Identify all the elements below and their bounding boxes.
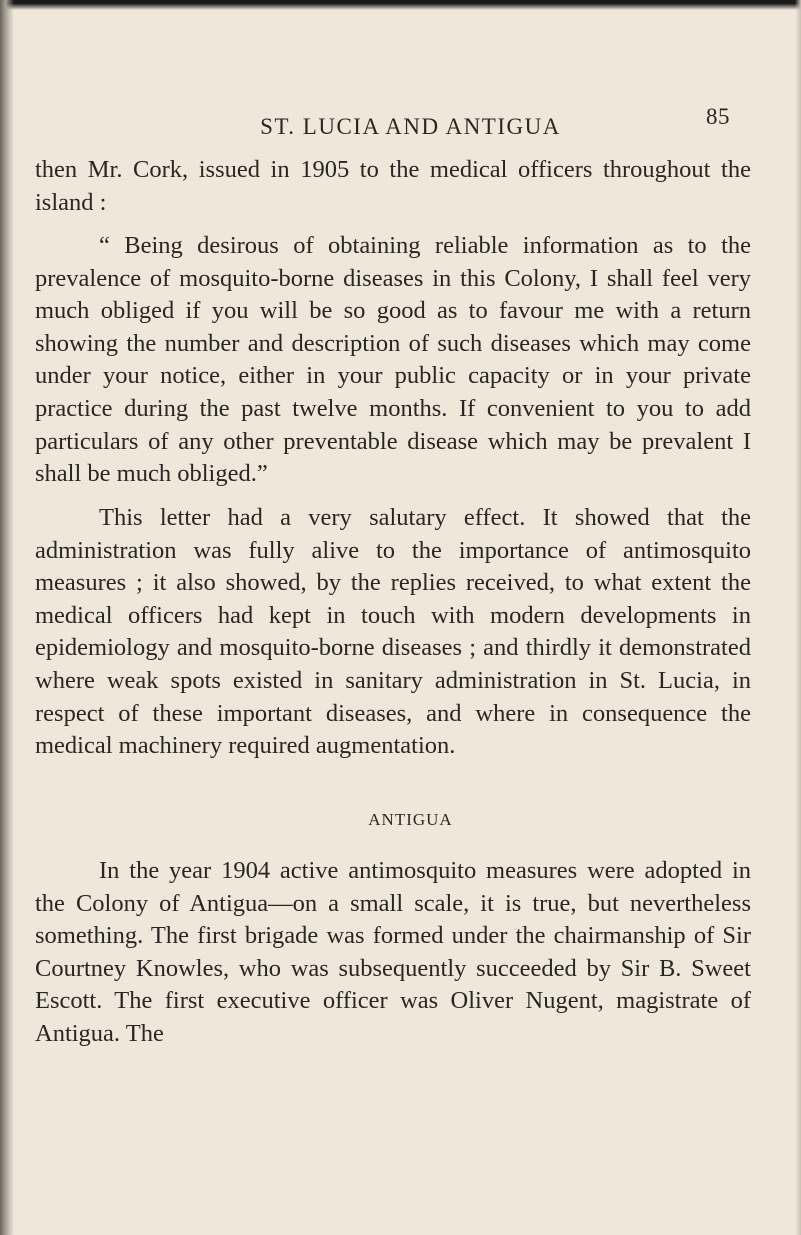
binding-shadow <box>0 0 14 1235</box>
running-head: ST. LUCIA AND ANTIGUA <box>260 114 561 139</box>
paragraph-intro: then Mr. Cork, issued in 1905 to the medical officers throughout the island : <box>35 156 751 216</box>
page-number: 85 <box>706 104 730 129</box>
page-right-edge <box>795 0 801 1235</box>
page-top-shadow <box>0 0 801 10</box>
quoted-letter: “ Being desirous of obtaining reliable information as to the prevalence of mosquito-borne diseases in this Colony, I shall feel very much obliged if you will be so good as to favour me with a return showing the number and description of such diseases which may come under your notice, either in your public capacity or in your private practice during the past twelve months. If convenient to you to add particulars of any other preventable disease which may be prevalent I shall be much obliged.” <box>35 232 751 488</box>
paragraph-effect: This letter had a very salutary effect. It showed that the administration was fully alive to the importance of antimosquito measures ; it also showed, by the replies received, to what extent the medical officers had kept in touch with modern developments in epidemiology and mosquito-borne diseases ; and thirdly it demonstrated where weak spots existed in sanitary administration in St. Lucia, in respect of these important diseases, and where in consequence the medical machinery required augmentation. <box>35 504 751 760</box>
paragraph-antigua: In the year 1904 active antimosquito measures were adopted in the Colony of Antigua—on a small scale, it is true, but nevertheless something. The first brigade was formed under the chairmanship of Sir Courtney Knowles, who was subsequently succeeded by Sir B. Sweet Escott. The first executive officer was Oliver Nugent, magistrate of Antigua. The <box>35 857 751 1047</box>
section-heading-antigua: ANTIGUA <box>368 810 453 829</box>
